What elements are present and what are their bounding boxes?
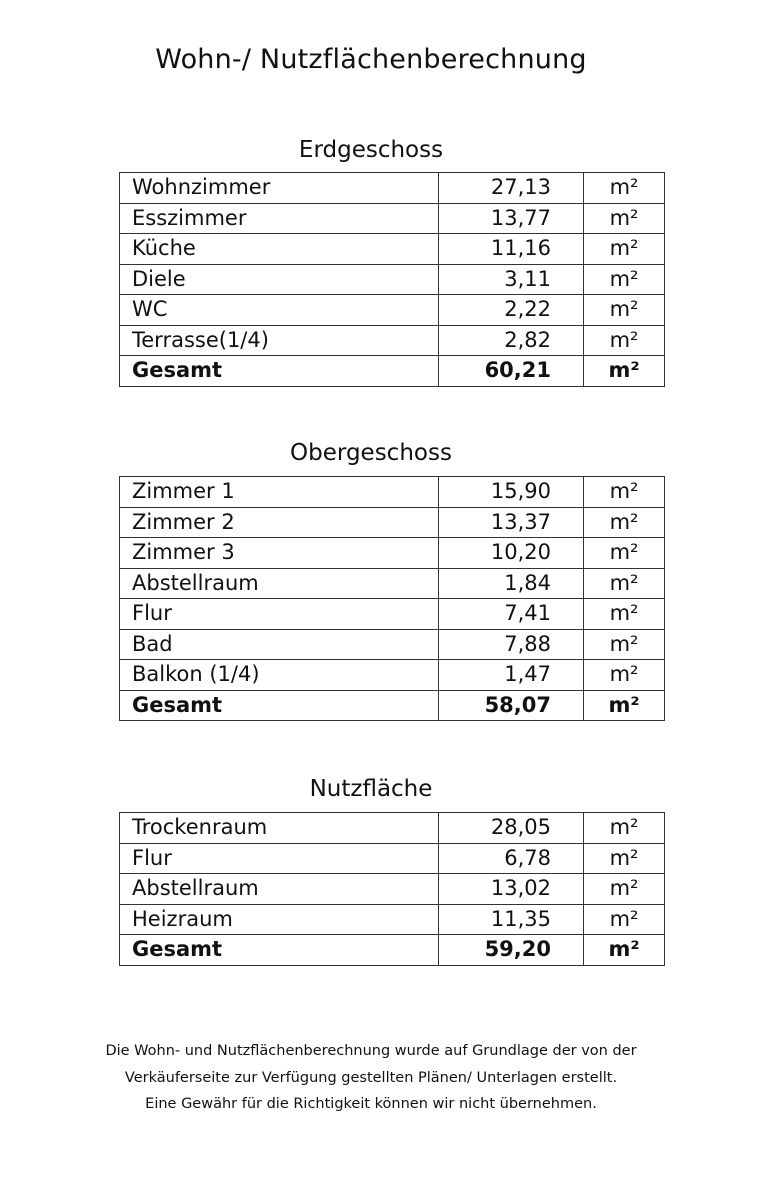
room-name: Flur — [120, 599, 439, 630]
total-area: 58,07 — [439, 690, 584, 721]
table-row — [120, 568, 665, 599]
room-unit: m² — [584, 234, 665, 265]
room-area: 3,11 — [439, 264, 584, 295]
room-area: 15,90 — [439, 477, 584, 508]
room-area: 6,78 — [439, 843, 584, 874]
room-name: Küche — [120, 234, 439, 265]
room-unit: m² — [584, 813, 665, 844]
room-area: 28,05 — [439, 813, 584, 844]
room-area: 13,77 — [439, 203, 584, 234]
room-name: Esszimmer — [120, 203, 439, 234]
total-area: 59,20 — [439, 935, 584, 966]
room-area: 27,13 — [439, 173, 584, 204]
table-row — [120, 599, 665, 630]
room-unit: m² — [584, 629, 665, 660]
section-title-nutzflaeche: Nutzfläche — [309, 776, 433, 802]
room-name: WC — [120, 295, 439, 326]
table-erdgeschoss — [119, 172, 665, 387]
table-row — [120, 843, 665, 874]
table-row — [120, 203, 665, 234]
total-unit: m² — [584, 690, 665, 721]
room-unit: m² — [584, 660, 665, 691]
room-name: Wohnzimmer — [120, 173, 439, 204]
table-row — [120, 507, 665, 538]
disclaimer-note — [0, 1038, 742, 1118]
disclaimer-line: Verkäuferseite zur Verfügung gestellten Plänen/ Unterlagen erstellt. — [124, 1069, 618, 1086]
room-name: Bad — [120, 629, 439, 660]
total-unit: m² — [584, 935, 665, 966]
table-obergeschoss — [119, 476, 665, 721]
room-unit: m² — [584, 507, 665, 538]
room-unit: m² — [584, 538, 665, 569]
total-label: Gesamt — [120, 935, 439, 966]
room-unit: m² — [584, 904, 665, 935]
room-unit: m² — [584, 599, 665, 630]
room-name: Heizraum — [120, 904, 439, 935]
section-title-obergeschoss: Obergeschoss — [290, 440, 452, 466]
total-area: 60,21 — [439, 356, 584, 387]
table-row — [120, 234, 665, 265]
room-unit: m² — [584, 843, 665, 874]
room-unit: m² — [584, 295, 665, 326]
total-row — [120, 356, 665, 387]
room-name: Zimmer 1 — [120, 477, 439, 508]
room-name: Terrasse(1/4) — [120, 325, 439, 356]
total-row — [120, 935, 665, 966]
room-unit: m² — [584, 325, 665, 356]
room-area: 13,02 — [439, 874, 584, 905]
room-area: 11,16 — [439, 234, 584, 265]
table-row — [120, 295, 665, 326]
room-unit: m² — [584, 203, 665, 234]
room-area: 1,84 — [439, 568, 584, 599]
room-area: 7,88 — [439, 629, 584, 660]
room-name: Zimmer 2 — [120, 507, 439, 538]
room-area: 7,41 — [439, 599, 584, 630]
room-unit: m² — [584, 477, 665, 508]
table-row — [120, 874, 665, 905]
total-row — [120, 690, 665, 721]
table-row — [120, 325, 665, 356]
total-label: Gesamt — [120, 690, 439, 721]
room-area: 1,47 — [439, 660, 584, 691]
total-unit: m² — [584, 356, 665, 387]
room-name: Abstellraum — [120, 874, 439, 905]
room-area: 2,82 — [439, 325, 584, 356]
disclaimer-line: Die Wohn- und Nutzflächenberechnung wurde auf Grundlage der von der — [105, 1043, 637, 1059]
total-label: Gesamt — [120, 356, 439, 387]
table-row — [120, 660, 665, 691]
table-row — [120, 477, 665, 508]
disclaimer-line: Eine Gewähr für die Richtigkeit können wir nicht übernehmen. — [145, 1096, 597, 1112]
room-name: Diele — [120, 264, 439, 295]
table-row — [120, 813, 665, 844]
room-name: Zimmer 3 — [120, 538, 439, 569]
room-unit: m² — [584, 568, 665, 599]
room-name: Abstellraum — [120, 568, 439, 599]
table-row — [120, 629, 665, 660]
room-unit: m² — [584, 874, 665, 905]
room-area: 2,22 — [439, 295, 584, 326]
room-area: 11,35 — [439, 904, 584, 935]
table-row — [120, 538, 665, 569]
room-unit: m² — [584, 173, 665, 204]
room-area: 13,37 — [439, 507, 584, 538]
room-name: Flur — [120, 843, 439, 874]
section-title-erdgeschoss: Erdgeschoss — [298, 137, 444, 163]
table-row — [120, 904, 665, 935]
room-name: Trockenraum — [120, 813, 439, 844]
table-row — [120, 264, 665, 295]
table-nutzflaeche — [119, 812, 665, 966]
room-name: Balkon (1/4) — [120, 660, 439, 691]
room-area: 10,20 — [439, 538, 584, 569]
table-row — [120, 173, 665, 204]
room-unit: m² — [584, 264, 665, 295]
page-title: Wohn-/ Nutzflächenberechnung — [155, 44, 587, 75]
